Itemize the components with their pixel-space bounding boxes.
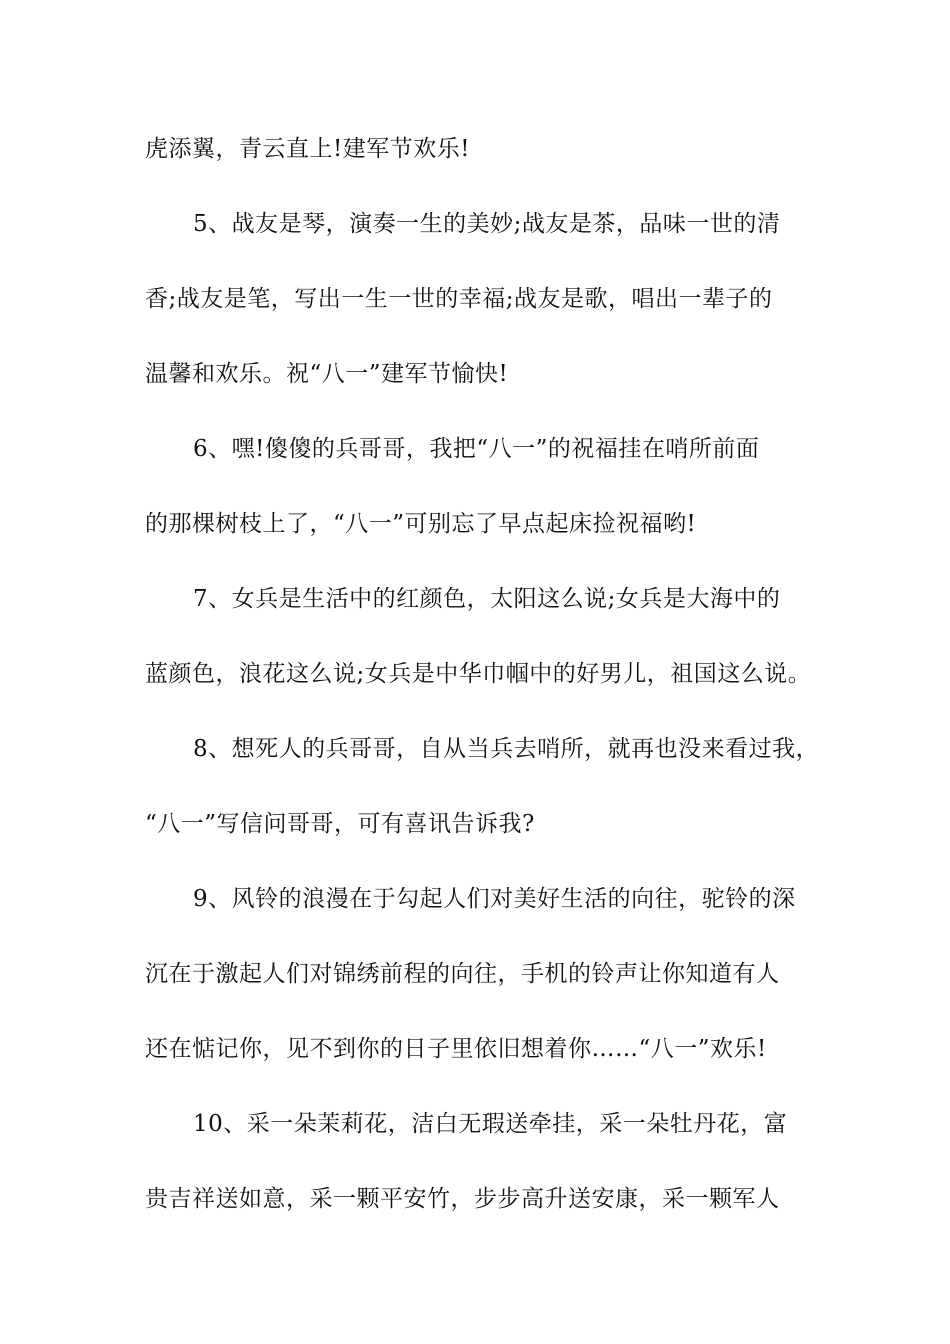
- text-line-14: 10、采一朵茉莉花，洁白无瑕送牵挂，采一朵牡丹花，富: [193, 1111, 788, 1137]
- text-line-7: 7、女兵是生活中的红颜色，太阳这么说;女兵是大海中的: [193, 586, 781, 612]
- text-line-13: 还在惦记你，见不到你的日子里依旧想着你……“八一”欢乐!: [145, 1036, 767, 1062]
- text-line-9: 8、想死人的兵哥哥，自从当兵去哨所，就再也没来看过我，: [193, 736, 820, 762]
- text-line-5: 6、嘿!傻傻的兵哥哥，我把“八一”的祝福挂在哨所前面: [193, 436, 760, 462]
- text-line-3: 香;战友是笔，写出一生一世的幸福;战友是歌，唱出一辈子的: [145, 286, 773, 312]
- text-line-15: 贵吉祥送如意，采一颗平安竹，步步高升送安康，采一颗军人: [145, 1186, 780, 1212]
- text-line-1: 虎添翼，青云直上!建军节欢乐!: [145, 136, 470, 162]
- text-line-11: 9、风铃的浪漫在于勾起人们对美好生活的向往，驼铃的深: [193, 886, 796, 912]
- text-line-6: 的那棵树枝上了，“八一”可别忘了早点起床捡祝福哟!: [145, 511, 697, 537]
- text-line-12: 沉在于激起人们对锦绣前程的向往，手机的铃声让你知道有人: [145, 961, 780, 987]
- text-line-10: “八一”写信问哥哥，可有喜讯告诉我?: [145, 811, 535, 837]
- text-line-2: 5、战友是琴，演奏一生的美妙;战友是茶，品味一世的清: [193, 211, 781, 237]
- text-line-8: 蓝颜色，浪花这么说;女兵是中华巾帼中的好男儿，祖国这么说。: [145, 661, 812, 687]
- text-line-4: 温馨和欢乐。祝“八一”建军节愉快!: [145, 361, 509, 387]
